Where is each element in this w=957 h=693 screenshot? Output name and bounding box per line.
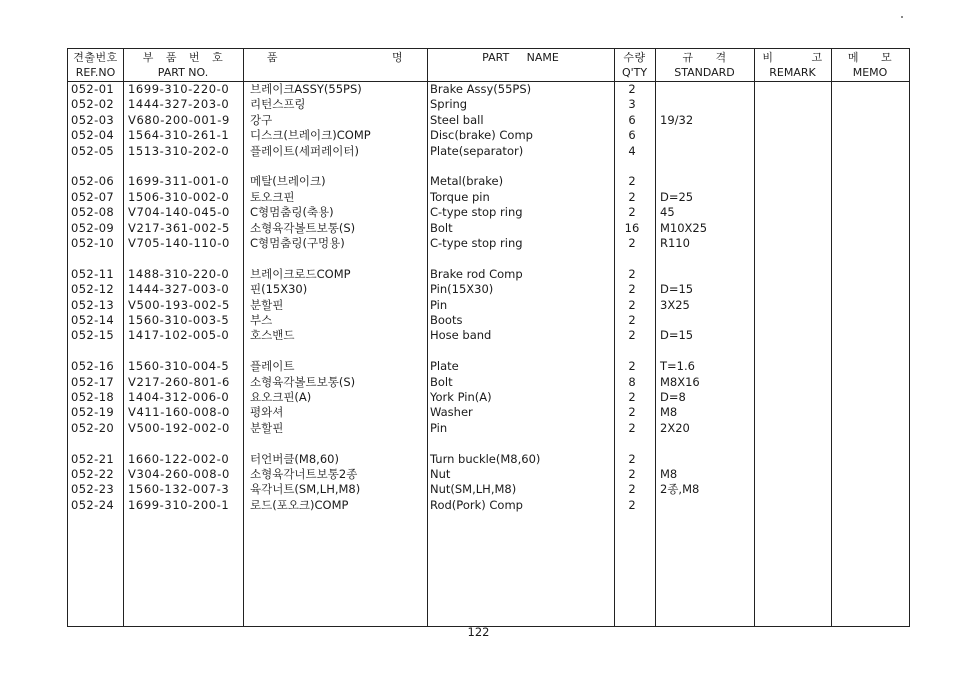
standard-cell: 3X25 [660, 297, 690, 312]
header-part-no-ko: 부 품 번 호 [142, 51, 224, 64]
part-no-cell: 1444-327-003-0 [128, 282, 230, 297]
header-ref-no-ko: 견출번호 [73, 51, 118, 64]
korean-name-cell: 브레이크ASSY(55PS) [250, 82, 362, 96]
korean-name-cell: 평와셔 [250, 405, 284, 420]
ref-no-cell: 052-12 [71, 282, 115, 297]
part-no-cell: V705-140-110-0 [128, 236, 230, 250]
part-name-cell: Plate(separator) [430, 143, 524, 158]
standard-cell: D=15 [660, 282, 694, 297]
ref-no-cell: 052-05 [71, 143, 115, 158]
part-no-cell: 1404-312-006-0 [128, 390, 230, 404]
header-part-no [123, 49, 243, 81]
qty-cell: 2 [628, 420, 636, 435]
ref-no-cell: 052-09 [71, 220, 115, 235]
qty-cell: 2 [628, 405, 636, 420]
part-name-cell: Boots [430, 313, 463, 327]
ref-no-cell: 052-03 [71, 112, 115, 127]
part-name-cell: Steel ball [430, 112, 484, 127]
part-name-cell: Hose band [430, 328, 492, 343]
korean-name-cell: 소형육각볼트보통(S) [250, 374, 356, 389]
table-row [68, 221, 909, 236]
header-qty-en: Q'TY [621, 66, 648, 79]
table-row [68, 482, 909, 497]
part-name-cell: Torque pin [430, 189, 490, 204]
standard-cell: 2종,M8 [660, 482, 700, 497]
scan-speck [901, 16, 903, 18]
ref-no-cell: 052-20 [71, 420, 115, 435]
qty-cell: 2 [628, 467, 636, 481]
korean-name-cell: C형멈춤링(구멍용) [250, 236, 345, 250]
part-no-cell: V500-192-002-0 [128, 420, 230, 435]
table-row [68, 390, 909, 405]
header-remark [754, 49, 831, 81]
ref-no-cell: 052-17 [71, 374, 115, 389]
header-part-name [427, 49, 614, 81]
part-no-cell: 1506-310-002-0 [128, 189, 230, 204]
standard-cell: 2X20 [660, 420, 690, 435]
ref-no-cell: 052-07 [71, 189, 115, 204]
qty-cell: 2 [628, 266, 636, 281]
qty-cell: 2 [628, 390, 636, 404]
table-row [68, 128, 909, 143]
qty-cell: 2 [628, 82, 636, 96]
korean-name-cell: 디스크(브레이크)COMP [250, 128, 371, 143]
ref-no-cell: 052-22 [71, 467, 115, 481]
korean-name-cell: 리턴스프링 [250, 97, 306, 112]
table-row [68, 174, 909, 189]
standard-cell: M10X25 [660, 220, 708, 235]
table-row [68, 421, 909, 436]
qty-cell: 2 [628, 297, 636, 312]
korean-name-cell: 분할핀 [250, 297, 284, 312]
qty-cell: 2 [628, 236, 636, 250]
ref-no-cell: 052-11 [71, 266, 115, 281]
part-name-cell: Pin [430, 420, 448, 435]
part-no-cell: 1660-122-002-0 [128, 451, 230, 466]
header-standard [655, 49, 754, 81]
part-no-cell: 1560-132-007-3 [128, 482, 230, 497]
header-qty-ko: 수량 [623, 51, 646, 64]
header-qty [614, 49, 655, 81]
korean-name-cell: 호스밴드 [250, 328, 295, 343]
qty-cell: 16 [624, 220, 640, 235]
standard-cell: M8 [660, 467, 678, 481]
ref-no-cell: 052-23 [71, 482, 115, 497]
part-name-cell: C-type stop ring [430, 236, 523, 250]
table-row [68, 359, 909, 374]
table-row [68, 328, 909, 343]
korean-name-cell: 브레이크로드COMP [250, 266, 351, 281]
table-row [68, 298, 909, 313]
table-row [68, 467, 909, 482]
qty-cell: 2 [628, 451, 636, 466]
part-name-cell: York Pin(A) [430, 390, 492, 404]
ref-no-cell: 052-10 [71, 236, 115, 250]
qty-cell: 2 [628, 205, 636, 220]
part-name-cell: Rod(Pork) Comp [430, 497, 523, 512]
part-no-cell: 1560-310-004-5 [128, 359, 230, 374]
qty-cell: 2 [628, 174, 636, 189]
korean-name-cell: 강구 [250, 112, 273, 127]
part-name-cell: Turn buckle(M8,60) [430, 451, 541, 466]
part-no-cell: 1488-310-220-0 [128, 266, 230, 281]
ref-no-cell: 052-01 [71, 82, 115, 96]
header-ref-no-en: REF.NO [75, 66, 116, 79]
table-row [68, 282, 909, 297]
part-name-cell: Bolt [430, 220, 453, 235]
ref-no-cell: 052-14 [71, 313, 115, 327]
part-no-cell: 1560-310-003-5 [128, 313, 230, 327]
part-name-cell: Pin [430, 297, 448, 312]
table-row [68, 375, 909, 390]
part-name-cell: C-type stop ring [430, 205, 523, 220]
part-no-cell: 1444-327-203-0 [128, 97, 230, 112]
korean-name-cell: 로드(포오크)COMP [250, 497, 349, 512]
table-row [68, 113, 909, 128]
part-no-cell: V304-260-008-0 [128, 467, 230, 481]
part-no-cell: 1513-310-202-0 [128, 143, 230, 158]
table-row [68, 313, 909, 328]
ref-no-cell: 052-21 [71, 451, 115, 466]
korean-name-cell: 터언버클(M8,60) [250, 451, 339, 466]
korean-name-cell: 메탈(브레이크) [250, 174, 326, 189]
table-row [68, 236, 909, 251]
part-no-cell: V411-160-008-0 [128, 405, 230, 420]
part-name-cell: Metal(brake) [430, 174, 504, 189]
ref-no-cell: 052-16 [71, 359, 115, 374]
qty-cell: 4 [628, 143, 636, 158]
header-standard-ko: 규 격 [682, 51, 727, 64]
table-row [68, 267, 909, 282]
korean-name-cell: 플레이트 [250, 359, 295, 374]
table-row [68, 498, 909, 513]
part-no-cell: V217-260-801-6 [128, 374, 230, 389]
korean-name-cell: 플레이트(세퍼레이터) [250, 143, 359, 158]
qty-cell: 6 [628, 112, 636, 127]
part-name-cell: Pin(15X30) [430, 282, 494, 297]
part-name-cell: Spring [430, 97, 468, 112]
korean-name-cell: 소형육각볼트보통(S) [250, 220, 356, 235]
table-row [68, 190, 909, 205]
part-name-cell: Disc(brake) Comp [430, 128, 533, 143]
korean-name-cell: 육각너트(SM,LH,M8) [250, 482, 361, 497]
korean-name-cell: 분할핀 [250, 420, 284, 435]
standard-cell: 45 [660, 205, 675, 220]
ref-no-cell: 052-18 [71, 390, 115, 404]
korean-name-cell: 요오크핀(A) [250, 390, 312, 404]
header-remark-en: REMARK [769, 66, 816, 79]
qty-cell: 6 [628, 128, 636, 143]
standard-cell: M8X16 [660, 374, 700, 389]
ref-no-cell: 052-15 [71, 328, 115, 343]
part-no-cell: 1699-311-001-0 [128, 174, 230, 189]
page-number: 122 [467, 625, 490, 639]
ref-no-cell: 052-24 [71, 497, 115, 512]
standard-cell: T=1.6 [660, 359, 695, 374]
header-part-no-en: PART NO. [157, 66, 209, 79]
qty-cell: 8 [628, 374, 636, 389]
part-no-cell: 1699-310-220-0 [128, 82, 230, 96]
header-ref-no [68, 49, 123, 81]
ref-no-cell: 052-04 [71, 128, 115, 143]
standard-cell: D=15 [660, 328, 694, 343]
standard-cell: M8 [660, 405, 678, 420]
ref-no-cell: 052-08 [71, 205, 115, 220]
part-name-cell: Brake rod Comp [430, 266, 523, 281]
korean-name-cell: 소형육각너트보통2종 [250, 467, 358, 481]
standard-cell: D=8 [660, 390, 686, 404]
table-row [68, 144, 909, 159]
part-no-cell: 1564-310-261-1 [128, 128, 230, 143]
header-memo-ko: 메 모 [847, 51, 893, 64]
part-name-cell: Nut(SM,LH,M8) [430, 482, 517, 497]
table-row [68, 97, 909, 112]
header-korean-name [243, 49, 427, 81]
part-name-cell: Bolt [430, 374, 453, 389]
table-row [68, 205, 909, 220]
part-name-cell: Brake Assy(55PS) [430, 82, 532, 96]
part-no-cell: 1417-102-005-0 [128, 328, 230, 343]
ref-no-cell: 052-13 [71, 297, 115, 312]
header-remark-ko: 비 고 [762, 51, 823, 64]
qty-cell: 2 [628, 359, 636, 374]
korean-name-cell: 부스 [250, 313, 273, 327]
qty-cell: 2 [628, 482, 636, 497]
standard-cell: R110 [660, 236, 690, 250]
header-standard-en: STANDARD [674, 66, 735, 79]
ref-no-cell: 052-06 [71, 174, 115, 189]
part-no-cell: V704-140-045-0 [128, 205, 230, 220]
header-part-name-en: PART NAME [482, 51, 559, 64]
part-name-cell: Plate [430, 359, 459, 374]
header-memo [831, 49, 909, 81]
ref-no-cell: 052-19 [71, 405, 115, 420]
korean-name-cell: 핀(15X30) [250, 282, 308, 297]
qty-cell: 3 [628, 97, 636, 112]
korean-name-cell: 토오크핀 [250, 189, 295, 204]
part-no-cell: 1699-310-200-1 [128, 497, 230, 512]
qty-cell: 2 [628, 282, 636, 297]
standard-cell: 19/32 [660, 112, 694, 127]
header-memo-en: MEMO [852, 66, 888, 79]
table-row [68, 405, 909, 420]
ref-no-cell: 052-02 [71, 97, 115, 112]
standard-cell: D=25 [660, 189, 694, 204]
korean-name-cell: C형멈춤링(축용) [250, 205, 334, 220]
table-row [68, 82, 909, 97]
table-row [68, 452, 909, 467]
qty-cell: 2 [628, 328, 636, 343]
qty-cell: 2 [628, 313, 636, 327]
part-no-cell: V217-361-002-5 [128, 220, 230, 235]
part-no-cell: V680-200-001-9 [128, 112, 230, 127]
part-name-cell: Washer [430, 405, 473, 420]
part-no-cell: V500-193-002-5 [128, 297, 230, 312]
parts-table [67, 48, 910, 627]
header-korean-name-ko: 품 명 [266, 51, 404, 64]
part-name-cell: Nut [430, 467, 451, 481]
qty-cell: 2 [628, 497, 636, 512]
qty-cell: 2 [628, 189, 636, 204]
